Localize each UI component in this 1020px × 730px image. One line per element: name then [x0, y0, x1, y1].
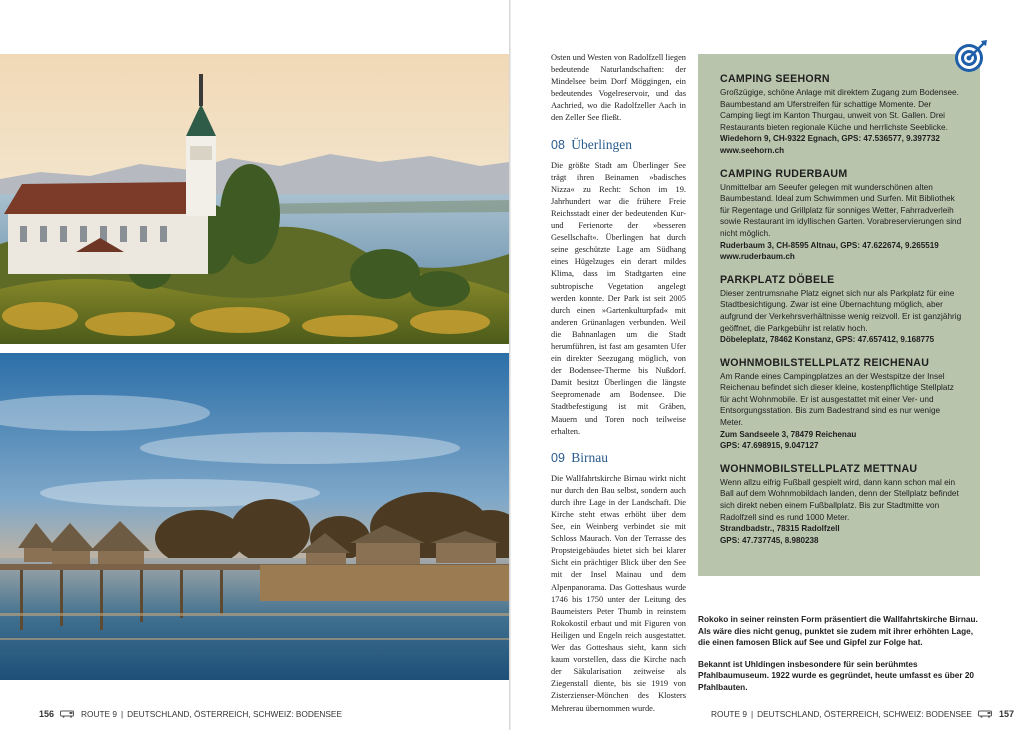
- section-number: 08: [551, 137, 565, 152]
- page-number-left: 156: [39, 709, 55, 719]
- camper-van-icon: [60, 710, 75, 718]
- entry-gps: GPS: 47.737745, 8.980238: [720, 535, 819, 545]
- region-label: DEUTSCHLAND, ÖSTERREICH, SCHWEIZ: BODENSEE: [757, 709, 972, 719]
- entry-address: Zum Sandseele 3, 78479 Reichenau: [720, 429, 857, 439]
- caption-birnau: Rokoko in seiner reinsten Form präsentiert die Wallfahrtskirche Birnau. Als wäre dies nicht genug, punktet sie zudem mit ihrer erhöhten Lage, die einen famosen Blick auf See und Gipfel zur Folge hat.: [698, 615, 978, 648]
- section-heading-ueberlingen: [551, 137, 686, 153]
- entry-description: Großzügige, schöne Anlage mit direktem Zugang zum Bodensee. Baumbestand am Uferstreifen für schattige Momente. Der Camping liegt im Kanton Thurgau, unweit von St. Gallen. Drei Restaurants bieten regionale Küche und herrlichste Seeblicke.: [720, 88, 959, 132]
- entry-website[interactable]: www.ruderbaum.ch: [720, 252, 795, 262]
- photo-pfahlbauten: [0, 353, 509, 680]
- target-icon: [953, 38, 989, 74]
- caption-uhldingen: Bekannt ist Uhldingen insbesondere für sein berühmtes Pfahlbaumuseum. 1922 wurde es gegründet, heute umfasst es über 20 Pfahlbauten.: [698, 659, 975, 692]
- region-label: DEUTSCHLAND, ÖSTERREICH, SCHWEIZ: BODENSEE: [127, 709, 342, 719]
- page-fold: [509, 0, 511, 730]
- entry-address: Wiedehorn 9, CH-9322 Egnach, GPS: 47.536577, 9.397732: [720, 134, 940, 144]
- section-heading-birnau: [551, 450, 686, 466]
- section-title: Birnau: [571, 449, 609, 465]
- entry-title: CAMPING SEEHORN: [720, 73, 830, 85]
- route-label: ROUTE 9: [81, 709, 117, 719]
- photo-birnau-church: [0, 54, 509, 344]
- entry-description: Am Rande eines Campingplatzes an der Westspitze der Insel Reichenau befindet sich dieser kleine, kostenpflichtige Stellplatz für acht Wohnmobile. Er ist ausgestattet mit einer Ver- und Entsorgungsstation. Bis zum Badestrand sind es nur wenige Meter.: [720, 371, 954, 428]
- footer-divider: |: [121, 709, 124, 719]
- intro-paragraph: Osten und Westen von Radolfzell liegen bedeutende Naturlandschaften: der Mindelsee beim Dorf Möggingen, ein bedeutendes Vogelreservoir, und das Aachried, wo die Radolfzeller Aach in den Zeller See fließt.: [551, 53, 686, 123]
- entry-description: Wenn allzu eifrig Fußball gespielt wird, dann kann schon mal ein Ball auf dem Wohnmobildach landen, denn der Stellplatz befindet sich direkt neben einem Fußballplatz. Bis zur Stadtmitte von Radolfzell sind es rund 1000 Meter.: [720, 477, 959, 522]
- infobox-entry: [720, 274, 962, 346]
- section-text-birnau: Die Wallfahrtskirche Birnau wirkt nicht nur durch den Bau selbst, sondern auch durch ihre Lage in der Landschaft. Die Kirche steht etwas erhöht über dem See, ein Weinberg verbindet sie mit Schloss Maurach. Von der Terrasse des Propsteigebäudes bietet sich bei klarer Sicht ein prächtiger Blick über den See mit der Insel Mainau und dem Alpenpanorama. Das Gotteshaus wurde 1746 bis 1750 unter der Leitung des Baumeisters Peter Thumb in reinstem Rokokostil erbaut und mit Figuren von Heiligen und Engeln reich ausgestattet. Wer das Gotteshaus sieht, kann sich kaum vorstellen, dass die Kirche nach der Säkularisation zeitweise als Ziegenstall diente, bis sie 1919 von Zisterzienser-Mönchen des Klosters Mehrerau übernommen wurde.: [551, 473, 686, 713]
- infobox-entry: [720, 357, 962, 452]
- entry-website[interactable]: www.seehorn.ch: [720, 145, 785, 155]
- entry-gps: GPS: 47.698915, 9.047127: [720, 441, 819, 451]
- photo-captions: [698, 614, 982, 704]
- campsite-infobox: [698, 54, 980, 576]
- entry-description: Dieser zentrumsnahe Platz eignet sich nur als Parkplatz für eine Stadtbesichtigung. Zwar ist eine Übernachtung möglich, aber aufgrund der Verkehrsverhältnisse wenig reizvoll. Er ist ganzjährig geöffnet, die Parkgebühr ist relativ hoch.: [720, 288, 962, 333]
- footer-left: [39, 709, 342, 719]
- camper-van-icon: [978, 710, 993, 718]
- section-text-ueberlingen: Die größte Stadt am Überlinger See trägt ihren Beinamen »badisches Nizza« zu Recht: Schon im 19. Jahrhundert war die frühere Freie Reichsstadt einer der bedeutenden Kur- und Ferienorte der »besseren Gesellschaft«. Überlingen hat durch seine geschützte Lage am Südhang eines Hügelzuges ein derart mildes Klima, dass im Stadtgarten eine subtropische Vegetation angelegt werden konnte. Der Park ist seit 2005 durch einen »Gartenkulturpfad« mit anderen Grünanlagen verbunden. Weil die Bahnanlagen um die Stadt herumführen, ist fast am gesamten Ufer ein direkter Seezugang möglich, von der Bodensee-Therme bis Nußdorf. Damit besitzt Überlingen die längste Seepromenade am Bodensee. Die Stadtbefestigung ist mit Gräben, Mauern und Toren noch teilweise erhalten.: [551, 160, 686, 436]
- page-number-right: 157: [998, 709, 1014, 719]
- footer-right: [711, 709, 1014, 719]
- infobox-entry: [720, 73, 962, 157]
- body-text-column: [551, 52, 686, 715]
- section-title: Überlingen: [571, 136, 633, 152]
- infobox-entry: [720, 168, 962, 263]
- infobox-entry: [720, 463, 962, 547]
- entry-address: Ruderbaum 3, CH-8595 Altnau, GPS: 47.622674, 9.265519: [720, 240, 939, 250]
- entry-address: Strandbadstr., 78315 Radolfzell: [720, 524, 840, 534]
- section-number: 09: [551, 450, 565, 465]
- entry-title: PARKPLATZ DÖBELE: [720, 273, 835, 286]
- entry-title: WOHNMOBILSTELLPLATZ REICHENAU: [720, 356, 930, 369]
- route-label: ROUTE 9: [711, 709, 747, 719]
- entry-title: CAMPING RUDERBAUM: [720, 167, 848, 180]
- footer-divider: |: [750, 709, 754, 719]
- entry-address: Döbeleplatz, 78462 Konstanz, GPS: 47.657412, 9.168775: [720, 335, 935, 345]
- entry-description: Unmittelbar am Seeufer gelegen mit wunderschönen alten Baumbestand. Ideal zum Schwimmen und Surfen. Mit Bibliothek für Regentage und Grillplatz für sonniges Wetter, Fahrradverleih sowie Restaurant im idyllischen Garten. Vorabreservierungen sind nicht möglich.: [720, 182, 962, 238]
- entry-title: WOHNMOBILSTELLPLATZ METTNAU: [720, 462, 918, 475]
